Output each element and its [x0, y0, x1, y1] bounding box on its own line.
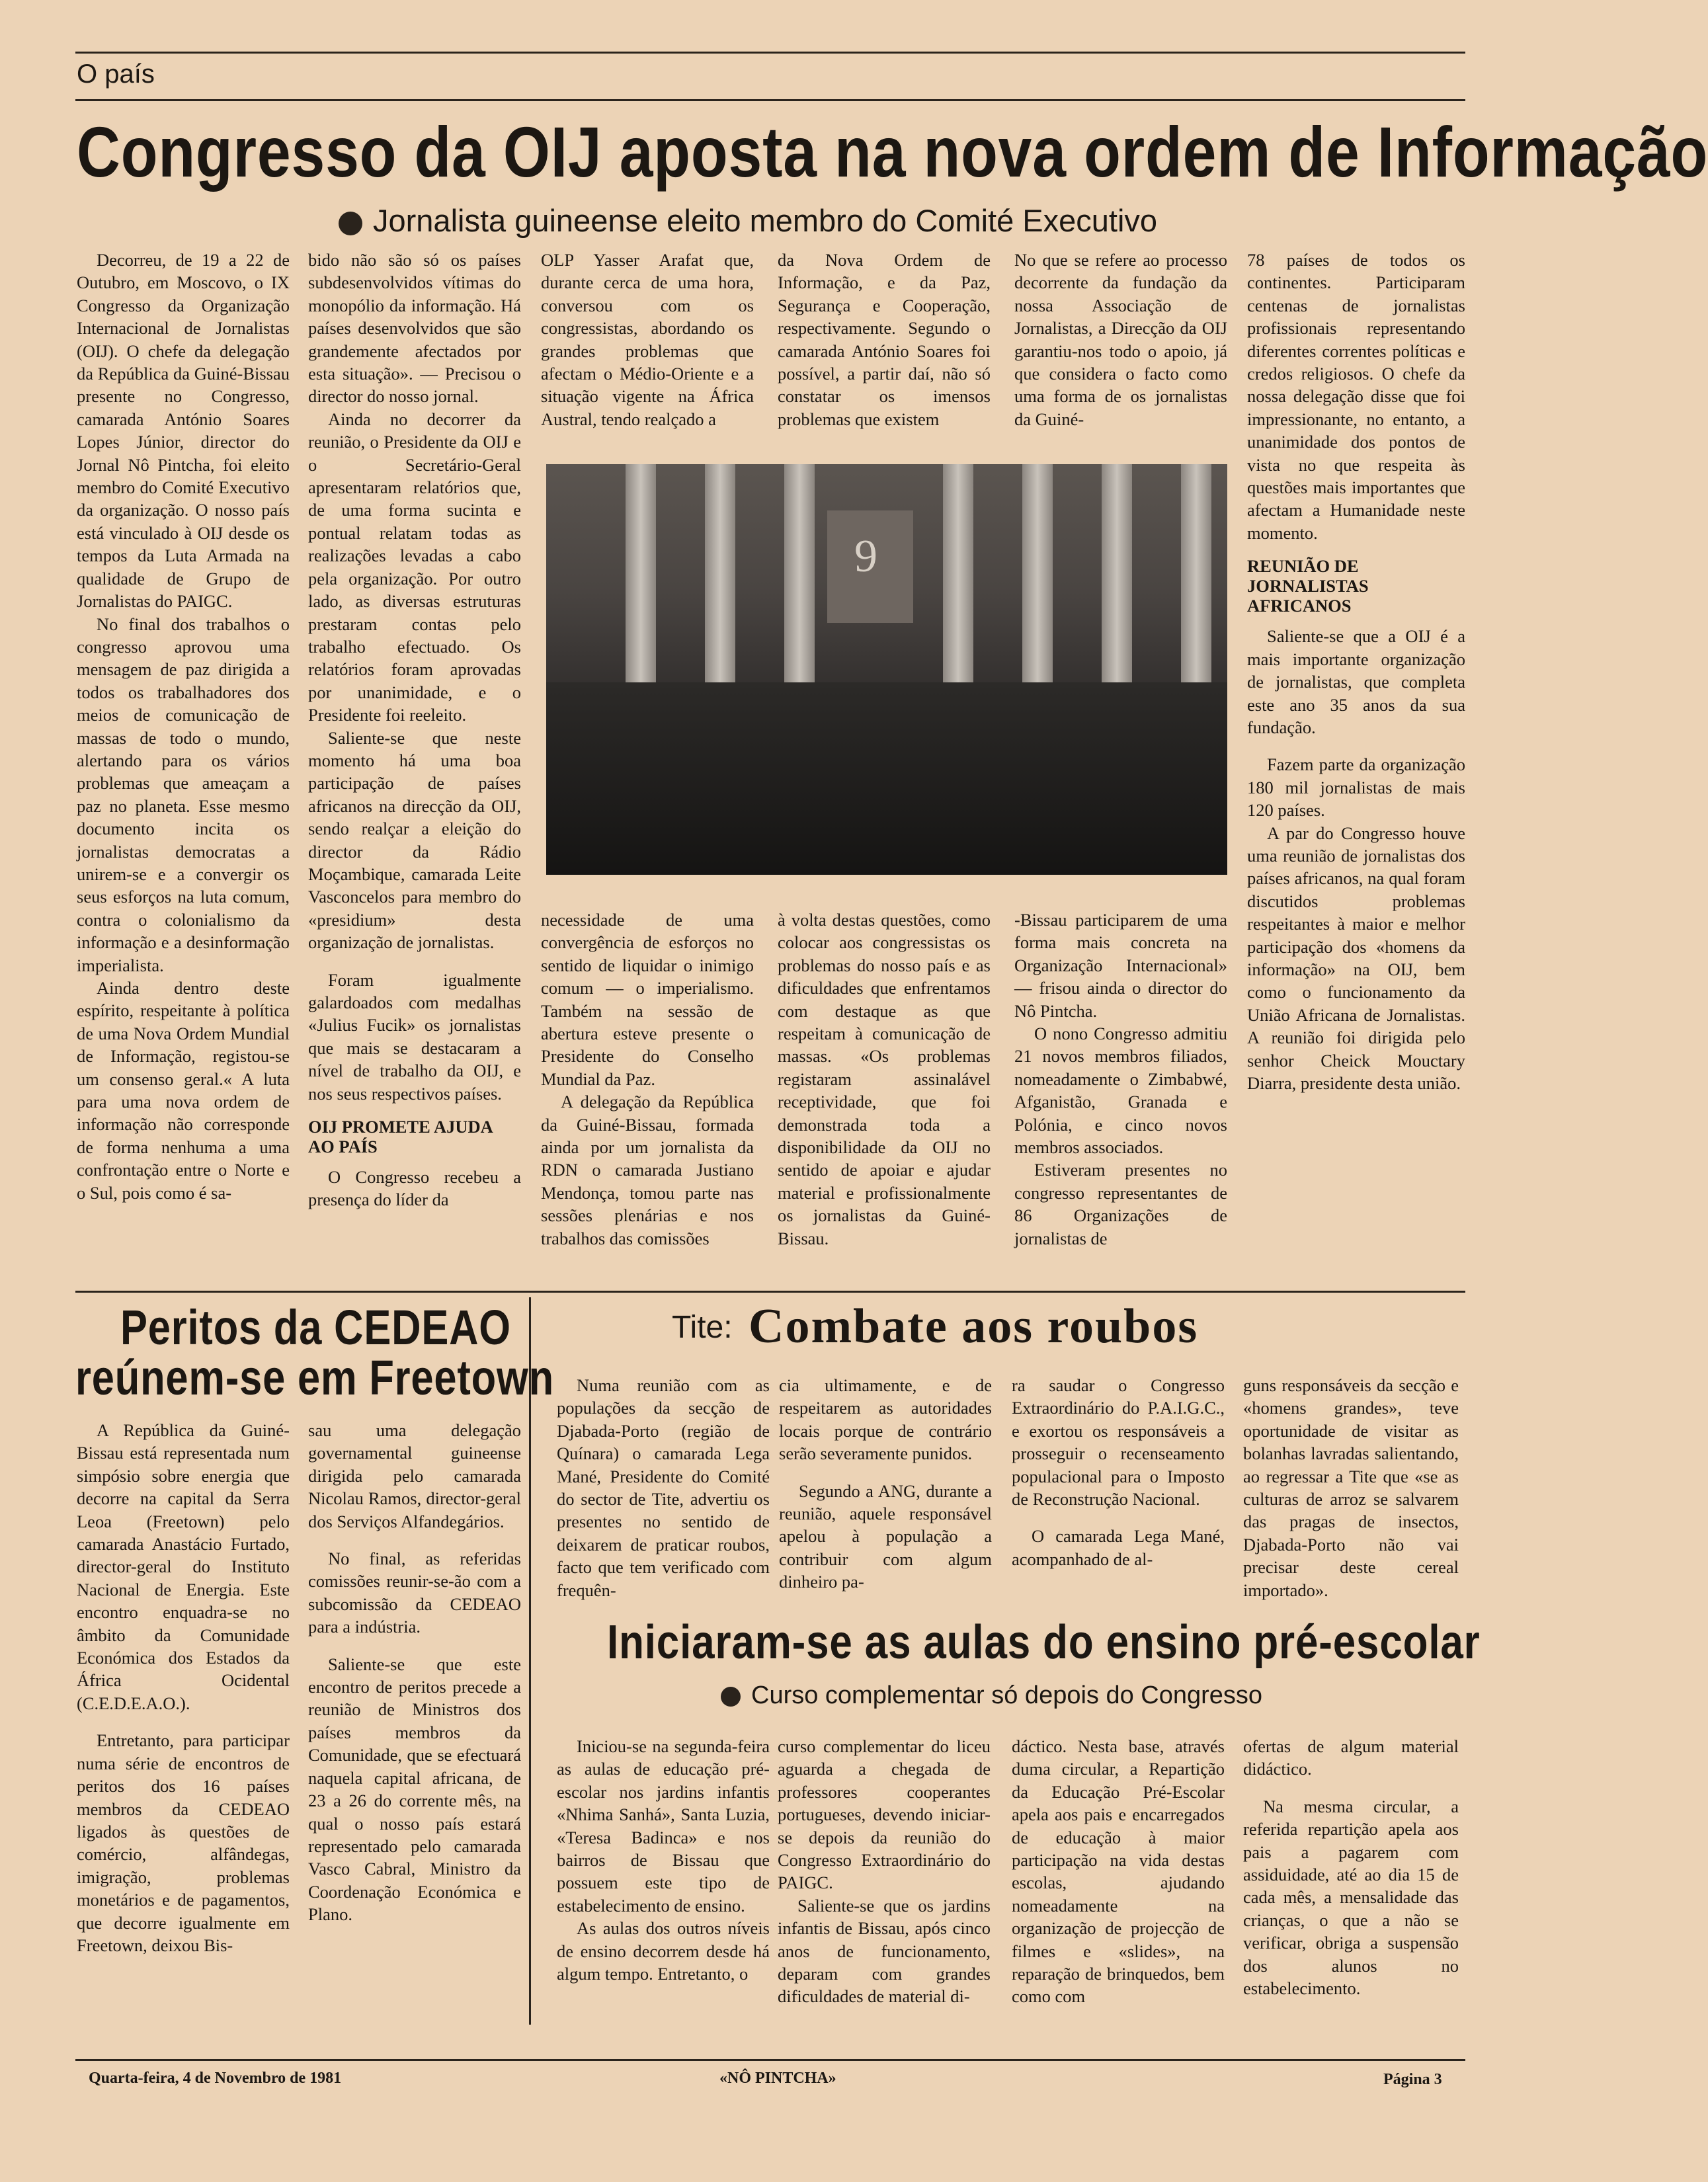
paragraph: da Nova Ordem de Informação, e da Paz, Segurança e Cooperação, respectivamente. Segundo o camarada António Soares foi possível, a partir daí, não só constatar os imensos problemas que existem: [778, 250, 991, 429]
paragraph: No final dos trabalhos o congresso aprovou uma mensagem de paz dirigida a todos os trabalhadores dos meios de comunicação de massas de todo o mundo, alertando para os vários problemas que ameaçam a paz no planeta. Esse mesmo documento incita os jornalistas democratas a unirem-se e a convergir os seus esforços na luta comum, contra o colonialismo da informação e a desinformação imperialista.: [77, 614, 290, 975]
paragraph: A par do Congresso houve uma reunião de jornalistas dos países africanos, na qual foram discutidos problemas respeitantes à maior e melhor participação dos «homens da informação» na OIJ, bem como o funcionamento da União Africana de Jornalistas. A reunião foi dirigida pelo senhor Cheick Mouctary Diarra, presidente desta união.: [1247, 823, 1465, 1093]
footer-date: Quarta-feira, 4 de Novembro de 1981: [89, 2070, 342, 2087]
main-col-3: [541, 249, 754, 454]
paragraph: Ainda dentro deste espírito, respeitante à política de uma Nova Ordem Mundial de Informação, registou-se um consenso geral.« A luta para uma nova ordem de informação não corresponde de forma nenhuma a uma confrontação entre o Norte e o Sul, pois como é sa-: [77, 978, 290, 1203]
paragraph: curso complementar do liceu aguarda a chegada de professores cooperantes portugueses, devendo iniciar-se depois da reunião do Congresso Extraordinário do PAIGC.: [778, 1736, 991, 1893]
section-rule: [75, 99, 1465, 101]
school-headline: Iniciaram-se as aulas do ensino pré-escolar: [607, 1616, 1481, 1669]
photo-pillar: [943, 464, 973, 702]
cedeao-headline-line2: reúnem-se em Freetown: [75, 1350, 554, 1405]
paragraph: Segundo a ANG, durante a reunião, aquele responsável apelou à população a contribuir com algum dinheiro pa-: [779, 1480, 992, 1592]
paragraph: A República da Guiné-Bissau está representada num simpósio sobre energia que decorre na capital da Serra Leoa (Freetown) pelo camarada Anastácio Furtado, director-geral do Instituto Nacional de Energia. Este encontro enquadra-se no âmbito da Comunidade Económica dos Estados da África Ocidental (C.E.D.E.A.O.).: [77, 1420, 290, 1713]
cedeao-headline-line1: Peritos da CEDEAO: [120, 1300, 511, 1355]
school-subheadline-text: Curso complementar só depois do Congresso: [751, 1681, 1263, 1709]
paragraph: à volta destas questões, como colocar aos congressistas os problemas do nosso país e as dificuldades que enfrentamos com destaque as que respeitam à comunicação de massas. «Os problemas registaram assinalável receptividade, que foi demonstrada toda a disponibilidade da OIJ no sentido de apoiar e ajudar material e profissionalmente os jornalistas da Guiné-Bissau.: [778, 910, 991, 1248]
congress-hall-photo: [546, 464, 1227, 875]
main-lower-col-3: [1014, 909, 1227, 1268]
paragraph: Entretanto, para participar numa série de encontros de peritos dos 16 países membros da CEDEAO ligados às questões de comércio, alfândegas, imigração, problemas monetários e de pagamentos, que decorre igualmente em Freetown, deixou Bis-: [77, 1730, 290, 1955]
photo-pillar: [705, 464, 735, 702]
main-col-6: [1247, 249, 1465, 1267]
school-col-1: [557, 1735, 770, 2029]
main-lower-col-1: [541, 909, 754, 1268]
paragraph: Saliente-se que os jardins infantis de Bissau, após cinco anos de funcionamento, deparam com grandes dificuldades de material di-: [778, 1895, 991, 2007]
top-rule: [75, 52, 1465, 54]
paragraph: Fazem parte da organização 180 mil jornalistas de mais 120 países.: [1247, 754, 1465, 821]
paragraph: No que se refere ao processo decorrente da fundação da nossa Associação de Jornalistas, a Direcção da OIJ garantiu-nos todo o apoio, já que considera o facto como uma forma de os jornalistas da Guiné-: [1014, 250, 1227, 429]
paragraph: ra saudar o Congresso Extraordinário do P.A.I.G.C., e exortou os responsáveis a prosseguir o recenseamento populacional para o Imposto de Reconstrução Nacional.: [1012, 1375, 1225, 1510]
paragraph: Decorreu, de 19 a 22 de Outubro, em Moscovo, o IX Congresso da Organização Internacional de Jornalistas (OIJ). O chefe da delegação da República da Guiné-Bissau presente no Congresso, camarada António Soares Lopes Júnior, director do Jornal Nô Pintcha, foi eleito membro do Comité Executivo da organização. O nosso país está vinculado à OIJ desde os tempos da Luta Armada na qualidade de Grupo de Jornalistas do PAIGC.: [77, 250, 290, 612]
tite-kicker: Tite:: [672, 1310, 733, 1345]
paragraph: Estiveram presentes no congresso representantes de 86 Organizações de jornalistas de: [1014, 1160, 1227, 1248]
paragraph: Na mesma circular, a referida repartição apela aos pais a pagarem com assiduidade, até ao dia 15 de cada mês, a mensalidade das crianças, o que a não se verificar, obriga a suspensão dos alunos no estabelecimento.: [1243, 1796, 1459, 1999]
main-lower-col-2: [778, 909, 991, 1268]
main-col-5: [1014, 249, 1227, 454]
paragraph: bido não são só os países subdesenvolvidos vítimas do monopólio da informação. Há países desenvolvidos que são grandemente afectados por esta situação». — Precisou o director do nosso jornal.: [308, 250, 521, 407]
paragraph: necessidade de uma convergência de esforços no sentido de liquidar o inimigo comum — o imperialismo. Também na sessão de abertura esteve presente o Presidente do Conselho Mundial da Paz.: [541, 910, 754, 1089]
school-subheadline: [721, 1679, 1262, 1711]
cedeao-col-2: [308, 1419, 521, 2027]
paragraph: O Congresso recebeu a presença do líder da: [308, 1167, 521, 1210]
photo-banner-number: 9: [854, 531, 877, 582]
tite-col-1: [557, 1374, 770, 1625]
paragraph: Ainda no decorrer da reunião, o Presidente da OIJ e o Secretário-Geral apresentaram relatórios que, de uma forma sucinta e pontual relatam todas as realizações levadas a cabo pela organização. Por outro lado, as diversas estruturas prestaram contas pelo trabalho efectuado. Os relatórios foram aprovadas por unanimidade, e o Presidente foi reeleito.: [308, 409, 521, 725]
bullet-icon: [721, 1687, 741, 1707]
tite-col-2: [779, 1374, 992, 1625]
paragraph: Saliente-se que neste momento há uma boa participação de países africanos na direcção da OIJ, sendo realçar a eleição do director da Rádio Moçambique, camarada Leite Vasconcelos para membro do «presidium» desta organização de jornalistas.: [308, 727, 521, 953]
paragraph: Saliente-se que este encontro de peritos precede a reunião de Ministros dos países membros da Comunidade, que se efectuará naquela capital africana, de 23 a 26 do corrente mês, na qual o nosso país estará representado pelo camarada Vasco Cabral, Ministro da Coordenação Económica e Plano.: [308, 1654, 521, 1925]
section-label: O país: [77, 60, 155, 89]
paragraph: OLP Yasser Arafat que, durante cerca de uma hora, conversou com os congressistas, abordando os grandes problemas que afectam o Médio-Oriente e a situação vigente na África Austral, tendo realçado a: [541, 250, 754, 429]
tite-col-4: [1243, 1374, 1459, 1625]
paragraph: A delegação da República da Guiné-Bissau, formada ainda por um jornalista da RDN o camarada Justiano Mendonça, tomou parte nas sessões plenárias e nos trabalhos das comissões: [541, 1092, 754, 1248]
paragraph: No final, as referidas comissões reunir-se-ão com a subcomissão da CEDEAO para a indústria.: [308, 1549, 521, 1637]
photo-pillar: [1102, 464, 1132, 702]
main-headline: Congresso da OIJ aposta na nova ordem de Informação: [77, 112, 1708, 192]
main-subheadline: [339, 202, 1157, 239]
photo-audience: [546, 682, 1227, 875]
subhead-reuniao: REUNIÃO DE JORNALISTAS AFRICANOS: [1247, 556, 1369, 616]
paragraph: As aulas dos outros níveis de ensino decorrem desde há algum tempo. Entretanto, o: [557, 1918, 770, 1984]
bullet-icon: [339, 212, 362, 235]
main-col-1: [77, 249, 290, 1267]
paragraph: ofertas de algum material didáctico.: [1243, 1736, 1459, 1779]
paragraph: Foram igualmente galardoados com medalhas «Julius Fucik» os jornalistas que mais se destacaram a nível de trabalho da OIJ, e nos seus respectivos países.: [308, 969, 521, 1104]
paragraph: O nono Congresso admitiu 21 novos membros filiados, nomeadamente o Zimbabwé, Afganistão, Granada e Polónia, e cinco novos membros associados.: [1014, 1024, 1227, 1158]
paragraph: Numa reunião com as populações da secção de Djabada-Porto (região de Quínara) o camarada Lega Mané, Presidente do Comité do sector de Tite, advertiu os presentes no sentido de deixarem de praticar roubos, facto que tem verificado com frequên-: [557, 1375, 770, 1600]
footer-publication: «NÔ PINTCHA»: [719, 2070, 836, 2087]
paragraph: cia ultimamente, e de respeitarem as autoridades locais porque de contrário serão severamente punidos.: [779, 1375, 992, 1464]
main-subheadline-text: Jornalista guineense eleito membro do Comité Executivo: [373, 203, 1158, 238]
tite-headline: Combate aos roubos: [749, 1299, 1199, 1354]
vertical-rule: [529, 1297, 531, 2025]
school-col-3: [1012, 1735, 1225, 2029]
paragraph: Iniciou-se na segunda-feira as aulas de educação pré-escolar nos jardins infantis «Nhima Sanhá», Santa Luzia, «Teresa Badinca» e nos bairros de Bissau que possuem este tipo de estabelecimento de ensino.: [557, 1736, 770, 1916]
photo-pillar: [784, 464, 815, 702]
main-col-4: [778, 249, 991, 454]
paragraph: dáctico. Nesta base, através duma circular, a Repartição da Educação Pré-Escolar apela aos pais e encarregados de educação à maior participação na vida destas escolas, ajudando nomeadamente na organização de projecção de filmes e «slides», na reparação de brinquedos, bem como com: [1012, 1736, 1225, 2007]
footer-rule: [75, 2059, 1465, 2061]
cedeao-col-1: [77, 1419, 290, 2027]
main-col-2: [308, 249, 521, 1267]
tite-col-3: [1012, 1374, 1225, 1625]
school-col-2: [778, 1735, 991, 2029]
subhead-oij-promete: OIJ PROMETE AJUDA AO PAÍS: [308, 1117, 493, 1157]
paragraph: O camarada Lega Mané, acompanhado de al-: [1012, 1526, 1225, 1569]
paragraph: -Bissau participarem de uma forma mais concreta na Organização Internacional» — frisou ainda o director do Nô Pintcha.: [1014, 910, 1227, 1021]
paragraph: 78 países de todos os continentes. Participaram centenas de jornalistas profissionais representando diferentes correntes políticas e credos religiosos. O chefe da nossa delegação disse que foi impressionante, no entanto, a unanimidade dos pontos de vista no que respeita às questões mais importantes que afectam a Humanidade neste momento.: [1247, 250, 1465, 543]
paragraph: sau uma delegação governamental guineense dirigida pelo camarada Nicolau Ramos, director-geral dos Serviços Alfandegários.: [308, 1420, 521, 1531]
paragraph: guns responsáveis da secção e «homens grandes», teve oportunidade de visitar as bolanhas lavradas salientando, ao regressar a Tite que «se as culturas de arroz se salvarem das pragas de insectos, Djabada-Porto não vai precisar deste cereal importado».: [1243, 1375, 1459, 1600]
photo-pillar: [1022, 464, 1053, 702]
photo-pillar: [1181, 464, 1211, 702]
footer-page-number: Página 3: [1383, 2071, 1442, 2088]
middle-rule: [75, 1291, 1465, 1293]
paragraph: Saliente-se que a OIJ é a mais importante organização de jornalistas, que completa este ano 35 anos da sua fundação.: [1247, 626, 1465, 737]
school-col-4: [1243, 1735, 1459, 2029]
photo-pillar: [626, 464, 656, 702]
